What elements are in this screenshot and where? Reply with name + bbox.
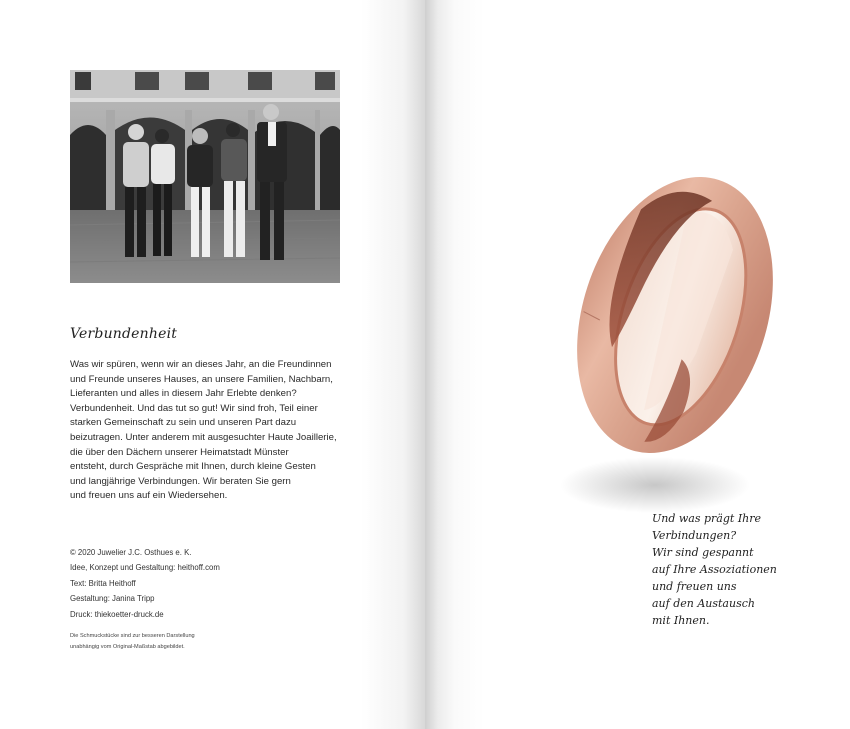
body-line: und Freunde unseres Hauses, an unsere Familien, Nachbarn, [70, 373, 333, 385]
imprint-line: Idee, Konzept und Gestaltung: heithoff.com [70, 563, 220, 573]
body-line: und freuen uns auf ein Wiedersehen. [70, 490, 228, 502]
body-line: die über den Dächern unserer Heimatstadt Münster [70, 446, 289, 458]
imprint-line: Text: Britta Heithoff [70, 578, 136, 588]
imprint-line: Gestaltung: Janina Tripp [70, 594, 155, 604]
body-line: Verbundenheit. Und das tut so gut! Wir sind froh, Teil einer [70, 402, 318, 414]
team-photo [70, 70, 340, 283]
imprint-line: Druck: thiekoetter-druck.de [70, 609, 164, 619]
body-line: und langjährige Verbindungen. Wir beraten Sie gern [70, 475, 291, 487]
body-line: Was wir spüren, wenn wir an dieses Jahr, an die Freundinnen [70, 359, 332, 370]
quote-line: Verbindungen? [652, 529, 737, 542]
body-line: starken Gemeinschaft zu sein und unseren Part dazu [70, 417, 297, 429]
quote-line: mit Ihnen. [652, 614, 710, 627]
disclaimer-line: unabhängig vom Original-Maßstab abgebildet. [70, 643, 185, 650]
body-line: Lieferanten und alles in diesem Jahr Erlebte denken? [70, 388, 297, 400]
rose-gold-ring-image [535, 165, 795, 525]
imprint [70, 545, 220, 622]
section-heading: Verbundenheit [70, 326, 178, 342]
quote-line: Wir sind gespannt [652, 546, 754, 559]
quote-line: Und was prägt Ihre [652, 512, 762, 525]
scale-disclaimer [70, 631, 195, 652]
imprint-line: © 2020 Juwelier J.C. Osthues e. K. [70, 548, 192, 557]
quote-line: auf den Austausch [652, 597, 755, 610]
closing-quote [652, 510, 777, 629]
body-line: beizutragen. Unter anderem mit ausgesuchter Haute Joaillerie, [70, 431, 337, 443]
right-page [425, 0, 850, 729]
body-line: entsteht, durch Gespräche mit Ihnen, durch kleine Gesten [70, 461, 316, 473]
quote-line: und freuen uns [652, 580, 737, 593]
disclaimer-line: Die Schmuckstücke sind zur besseren Darstellung [70, 633, 195, 639]
body-paragraph [70, 358, 370, 504]
team-photo-image [70, 70, 340, 283]
quote-line: auf Ihre Assoziationen [652, 563, 777, 576]
